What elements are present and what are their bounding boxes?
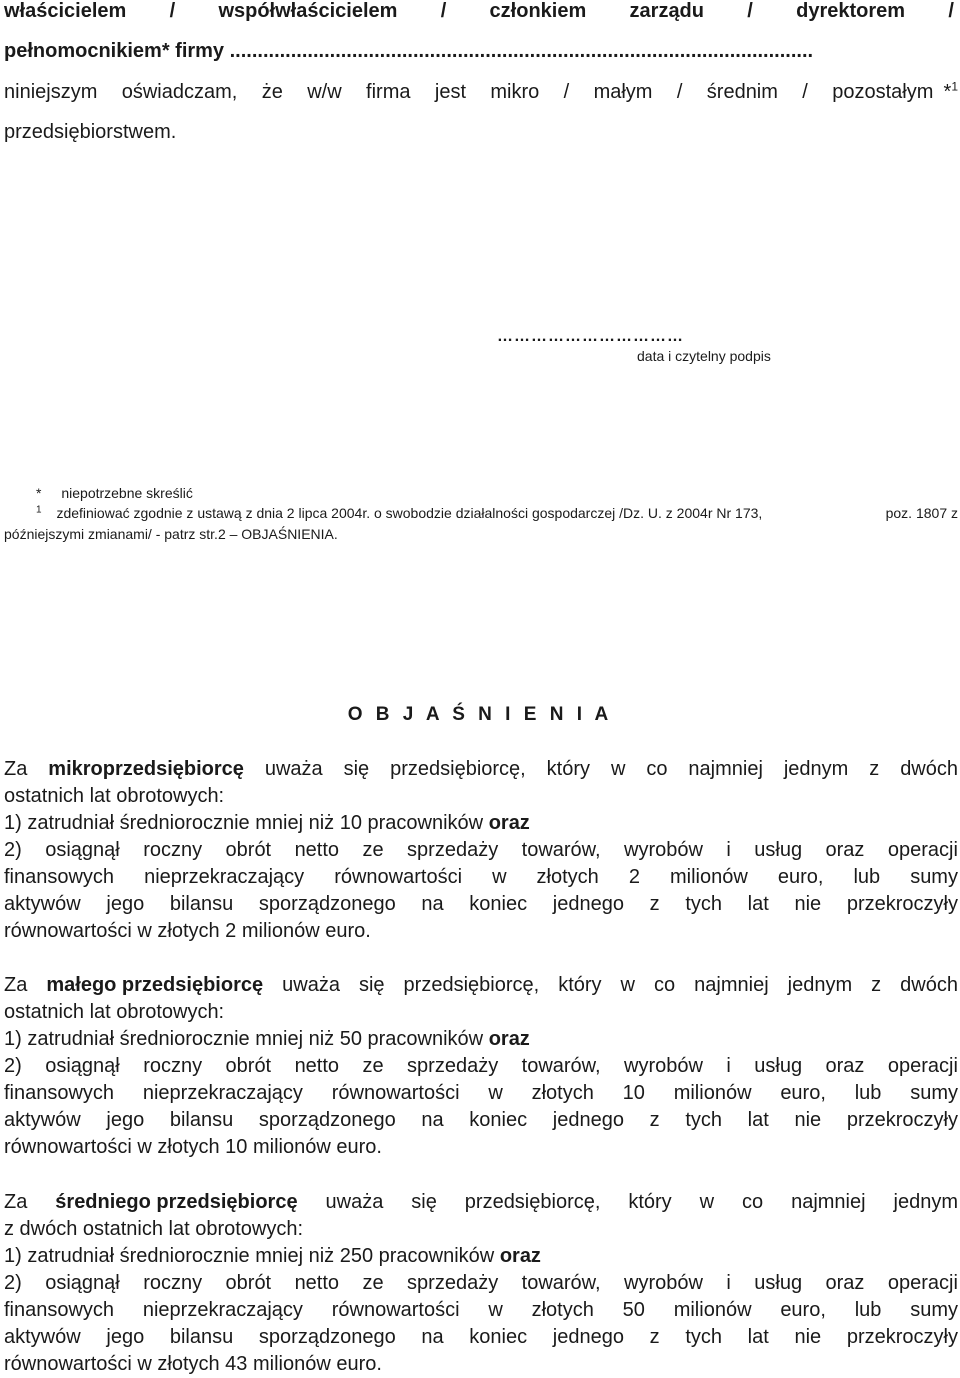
word: w: [488, 1082, 503, 1104]
word: jednym: [783, 758, 849, 780]
word: złotych: [536, 866, 599, 888]
word: jego: [106, 1326, 145, 1348]
word: jego: [106, 1109, 145, 1131]
word: który: [558, 974, 602, 996]
medium-line-1: Za średniego przedsiębiorcę uważa się przedsiębiorcę, który w co najmniej jednym: [4, 1189, 958, 1216]
micro-line-7: równowartości w złotych 2 milionów euro.: [4, 920, 371, 942]
word: koniec: [469, 893, 528, 915]
word: przekroczyły: [846, 1109, 958, 1131]
word: nieprzekraczający: [144, 866, 305, 888]
medium-line-6: [4, 1324, 958, 1351]
word: nieprzekraczający: [142, 1082, 303, 1104]
word: bilansu: [169, 1109, 234, 1131]
word: /: [563, 81, 570, 103]
word: na: [421, 893, 444, 915]
word: współwłaścicielem: [218, 0, 398, 22]
footnote-star: * niepotrzebne skreślić: [36, 485, 193, 501]
word: przekroczyły: [846, 893, 958, 915]
word: roczny: [143, 1272, 203, 1294]
word: /: [440, 0, 447, 22]
word: w: [492, 866, 507, 888]
word: jest: [434, 81, 466, 103]
word: sporządzonego: [258, 893, 396, 915]
word: 10: [622, 1082, 645, 1104]
word: właścicielem: [4, 0, 127, 22]
word: się: [343, 758, 370, 780]
word: uważa: [325, 1191, 384, 1213]
word: obrót: [225, 1055, 272, 1077]
word: lub: [853, 866, 881, 888]
word: lat: [747, 1109, 769, 1131]
word: wyrobów: [624, 839, 703, 861]
small-line-7: równowartości w złotych 10 milionów euro.: [4, 1136, 382, 1158]
word: równowartości: [331, 1299, 460, 1321]
word: na: [421, 1326, 444, 1348]
word: równowartości: [331, 1082, 460, 1104]
word: koniec: [469, 1109, 528, 1131]
word: co: [742, 1191, 764, 1213]
small-line-2: ostatnich lat obrotowych:: [4, 1001, 225, 1023]
word: uważa: [264, 758, 323, 780]
word: co: [646, 758, 668, 780]
word: aktywów: [4, 1326, 81, 1348]
micro-line-4: [4, 837, 958, 864]
word: członkiem: [489, 0, 587, 22]
word: tych: [685, 1109, 722, 1131]
word: aktywów: [4, 893, 81, 915]
word: milionów: [669, 866, 748, 888]
word: sumy: [910, 1082, 958, 1104]
word: nie: [794, 1109, 822, 1131]
word: usług: [754, 839, 803, 861]
word: dwóch: [900, 758, 958, 780]
word: sumy: [910, 866, 958, 888]
word: koniec: [469, 1326, 528, 1348]
declaration-line-3-mark: *$^1$: [943, 79, 958, 103]
word: sporządzonego: [258, 1326, 396, 1348]
word: oraz: [825, 839, 865, 861]
word: niniejszym: [4, 81, 98, 103]
word: że: [261, 81, 283, 103]
word: mikro: [490, 81, 540, 103]
word: towarów,: [521, 1272, 601, 1294]
word: 2): [4, 839, 22, 861]
micro-line-6: [4, 891, 958, 918]
micro-line-1: Za mikroprzedsiębiorcę uważa się przedsiębiorcę, który w co najmniej jednym z dwóch: [4, 756, 958, 783]
word: lub: [854, 1299, 882, 1321]
word: który: [546, 758, 591, 780]
word: /: [948, 0, 954, 22]
word: tych: [685, 893, 722, 915]
word: euro,: [780, 1299, 826, 1321]
word: przedsiębiorcę,: [390, 758, 526, 780]
word: w/w: [307, 81, 342, 103]
word: i: [726, 1272, 731, 1294]
word: z: [649, 893, 660, 915]
word: bilansu: [169, 893, 234, 915]
word: tych: [685, 1326, 722, 1348]
word: milionów: [673, 1082, 752, 1104]
word: operacji: [887, 1055, 958, 1077]
word: i: [726, 839, 731, 861]
word: z: [649, 1326, 660, 1348]
word: usług: [754, 1272, 803, 1294]
word: operacji: [887, 839, 958, 861]
word: sporządzonego: [258, 1109, 396, 1131]
word: który: [628, 1191, 672, 1213]
word: lat: [747, 893, 769, 915]
medium-definition: [4, 1189, 958, 1378]
word: sprzedaży: [407, 1272, 499, 1294]
word: sprzedaży: [407, 839, 499, 861]
word: wyrobów: [624, 1055, 703, 1077]
word: aktywów: [4, 1109, 81, 1131]
signature-dots: ……………………………: [497, 328, 684, 345]
word: obrót: [225, 1272, 272, 1294]
word: roczny: [143, 1055, 203, 1077]
word: euro,: [777, 866, 824, 888]
word: netto: [294, 1272, 340, 1294]
small-line-6: [4, 1107, 958, 1134]
word: oświadczam,: [121, 81, 238, 103]
word: /: [747, 0, 753, 22]
medium-line-7: równowartości w złotych 43 milionów euro.: [4, 1353, 382, 1375]
word: netto: [294, 839, 340, 861]
word: na: [421, 1109, 444, 1131]
word: sprzedaży: [407, 1055, 499, 1077]
word: operacji: [887, 1272, 958, 1294]
word: finansowych: [4, 1082, 115, 1104]
word: bilansu: [169, 1326, 234, 1348]
footnote-one-continued: późniejszymi zmianami/ - patrz str.2 – OBJAŚNIENIA.: [4, 526, 338, 542]
word: uważa: [282, 974, 340, 996]
word: jednego: [552, 1326, 624, 1348]
word: milionów: [673, 1299, 752, 1321]
word: lat: [747, 1326, 769, 1348]
word: usług: [754, 1055, 803, 1077]
word: firma: [366, 81, 411, 103]
word: dwóch: [900, 974, 958, 996]
word: ze: [362, 839, 384, 861]
medium-line-4: [4, 1270, 958, 1297]
micro-line-2: ostatnich lat obrotowych:: [4, 785, 225, 807]
word: nie: [794, 1326, 822, 1348]
signature-block: [497, 328, 797, 364]
word: równowartości: [334, 866, 463, 888]
word: roczny: [143, 839, 203, 861]
word: towarów,: [521, 1055, 601, 1077]
word: ze: [362, 1272, 384, 1294]
word: towarów,: [521, 839, 601, 861]
word: oraz: [825, 1272, 865, 1294]
word: w: [699, 1191, 715, 1213]
small-line-4: [4, 1053, 958, 1080]
word: /: [169, 0, 176, 22]
micro-definition: [4, 756, 958, 945]
word: jednego: [552, 893, 624, 915]
medium-line-3: 1) zatrudniał średniorocznie mniej niż 250 pracowników oraz: [4, 1245, 541, 1267]
word: najmniej: [694, 974, 769, 996]
micro-line-5: [4, 864, 958, 891]
word: z: [649, 1109, 660, 1131]
word: z: [869, 758, 880, 780]
word: przedsiębiorcę,: [464, 1191, 601, 1213]
word: netto: [294, 1055, 340, 1077]
word: złotych: [531, 1299, 594, 1321]
word: nieprzekraczający: [142, 1299, 303, 1321]
word: pozostałym: [832, 81, 934, 103]
small-line-5: [4, 1080, 958, 1107]
word: jednym: [787, 974, 853, 996]
word: co: [654, 974, 676, 996]
declaration-line-2-text: pełnomocnikiem* firmy .........................................................................................................: [4, 40, 814, 62]
word: przekroczyły: [846, 1326, 958, 1348]
word: zarządu: [629, 0, 704, 22]
word: osiągnął: [45, 839, 120, 861]
signature-label: data i czytelny podpis: [637, 348, 771, 364]
footnote-one: $^1$ zdefiniować zgodnie z ustawą z dnia 2 lipca 2004r. o swobodzie działalności gospodarczej /Dz. U. z 2004r Nr 173, poz. 1807 z: [36, 504, 958, 521]
word: oraz: [825, 1055, 865, 1077]
micro-line-3: 1) zatrudniał średniorocznie mniej niż 10 pracowników oraz: [4, 812, 530, 834]
word: jednym: [893, 1191, 958, 1213]
declaration-line-2: [4, 38, 958, 65]
word: lub: [854, 1082, 882, 1104]
declaration-line-3: [4, 79, 958, 106]
word: /: [676, 81, 683, 103]
word: średnim: [706, 81, 778, 103]
word: obrót: [225, 839, 272, 861]
word: się: [411, 1191, 437, 1213]
word: w: [620, 974, 635, 996]
declaration-line-4: przedsiębiorstwem.: [4, 121, 177, 143]
word: euro,: [780, 1082, 826, 1104]
word: dyrektorem: [796, 0, 906, 22]
word: najmniej: [791, 1191, 866, 1213]
word: finansowych: [4, 1299, 115, 1321]
word: małym: [593, 81, 653, 103]
word: jego: [106, 893, 145, 915]
small-definition: [4, 972, 958, 1161]
word: nie: [794, 893, 822, 915]
word: /: [802, 81, 808, 103]
word: ze: [362, 1055, 384, 1077]
word: z: [871, 974, 882, 996]
medium-line-2: z dwóch ostatnich lat obrotowych:: [4, 1218, 304, 1240]
word: 50: [622, 1299, 645, 1321]
word: jednego: [552, 1109, 624, 1131]
word: finansowych: [4, 866, 115, 888]
medium-line-5: [4, 1297, 958, 1324]
word: i: [726, 1055, 731, 1077]
word: przedsiębiorcę,: [403, 974, 540, 996]
word: w: [610, 758, 626, 780]
word: w: [488, 1299, 503, 1321]
word: 2: [628, 866, 640, 888]
small-line-1: Za małego przedsiębiorcę uważa się przedsiębiorcę, który w co najmniej jednym z dwóch: [4, 972, 958, 999]
word: sumy: [910, 1299, 958, 1321]
word: 2): [4, 1055, 22, 1077]
word: osiągnął: [45, 1272, 120, 1294]
small-line-3: 1) zatrudniał średniorocznie mniej niż 50 pracowników oraz: [4, 1028, 530, 1050]
declaration-line-1: [4, 0, 954, 25]
word: najmniej: [688, 758, 763, 780]
word: wyrobów: [624, 1272, 703, 1294]
word: osiągnął: [45, 1055, 120, 1077]
word: 2): [4, 1272, 22, 1294]
explanations-title: O B J A Ś N I E N I A: [347, 704, 613, 725]
word: się: [358, 974, 385, 996]
word: złotych: [531, 1082, 594, 1104]
